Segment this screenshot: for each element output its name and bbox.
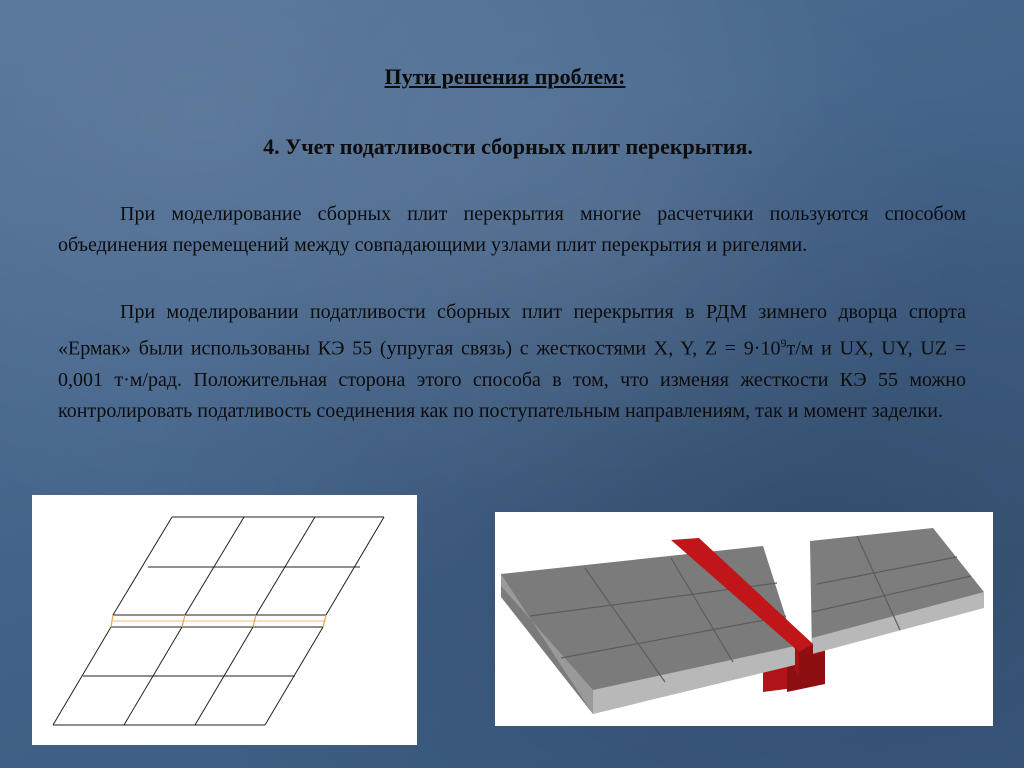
slab-grid-svg [32,495,417,745]
slab-3d-render [495,512,993,726]
grid-line [326,517,384,615]
elastic-link [111,615,113,627]
slab-grid-diagram [32,495,417,745]
slab-3d-svg [495,512,993,726]
slide-subtitle: 4. Учет податливости сборных плит перекрытия. [263,134,753,159]
slide-title: Пути решения проблем: [384,64,626,89]
grid-line [113,517,172,615]
paragraph-2-after-exponent: т/м и UX, UY, UZ = 0,001 т·м/рад. Положительная сторона этого способа в том, что изменяя жесткости КЭ 55 можно контролировать податливость соединения как по поступательным направлениям, так и момент заделки. [58,337,966,422]
paragraph-2 [58,297,966,427]
paragraph-2-before-exponent: При моделировании податливости сборных плит перекрытия в РДМ зимнего дворца спорта «Ермак» были использованы КЭ 55 (упругая связь) с жесткостями X, Y, Z = 9·10 [58,301,966,360]
paragraph-2-exponent: 9 [780,336,787,350]
grid-line [185,517,244,615]
paragraph-1: При моделирование сборных плит перекрытия многие расчетчики пользуются способом объединения перемещений между совпадающими узлами плит перекрытия и ригелями. [58,203,966,256]
grid-line [256,517,315,615]
